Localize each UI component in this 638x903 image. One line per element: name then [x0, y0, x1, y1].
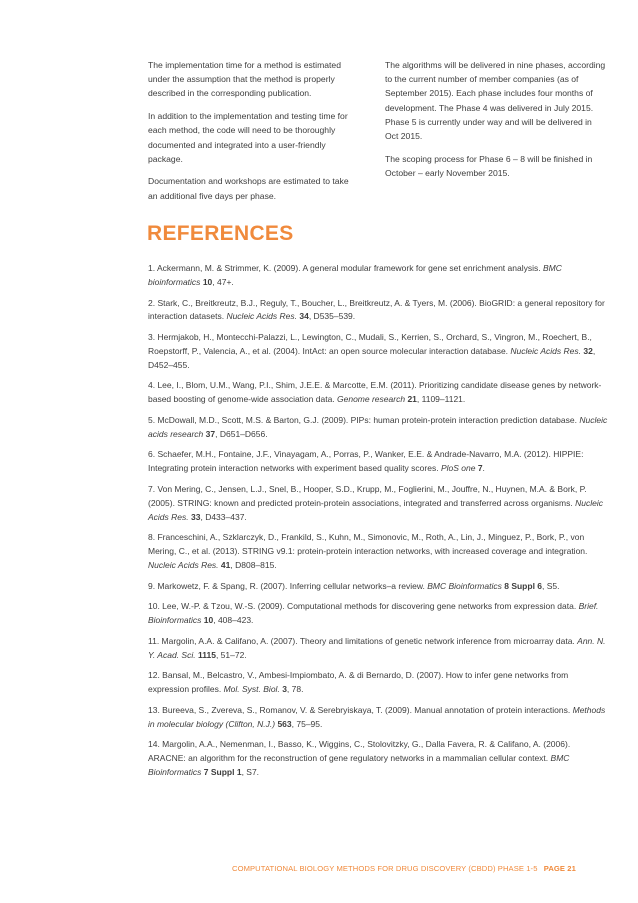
intro-right-column: [385, 58, 607, 189]
reference-journal: BMC bioinformatics: [148, 263, 562, 287]
reference-text: 6. Schaefer, M.H., Fontaine, J.F., Vinayagam, A., Porras, P., Wanker, E.E. & Andrade-Navarro, M.A. (2012). HIPPIE: Integrating protein interaction networks with experiment based quality scores.: [148, 449, 584, 474]
reference-journal: Ann. N. Y. Acad. Sci.: [148, 635, 606, 660]
reference-pages: , 47+.: [212, 276, 234, 287]
page-footer: [232, 864, 612, 873]
reference-item: [148, 580, 608, 594]
reference-text: 5. McDowall, M.D., Scott, M.S. & Barton, G.J. (2009). PIPs: human protein-protein interaction prediction database.: [148, 414, 580, 425]
reference-pages: , S7.: [241, 767, 260, 778]
reference-volume: 32: [583, 345, 593, 356]
reference-pages: , D535–539.: [308, 311, 356, 322]
reference-journal: PloS one: [440, 463, 476, 474]
reference-item: [148, 414, 608, 442]
reference-journal: Nucleic Acids Res.: [510, 345, 581, 356]
reference-journal: Nucleic Acids Res.: [148, 497, 603, 522]
reference-pages: , S5.: [542, 580, 560, 591]
reference-volume: 8 Suppl 6: [504, 580, 543, 591]
page-number: PAGE 21: [543, 864, 576, 873]
reference-text: 2. Stark, C., Breitkreutz, B.J., Reguly, T., Boucher, L., Breitkreutz, A. & Tyers, M. (2006). BioGRID: a general repository for interaction datasets.: [148, 297, 605, 322]
reference-text: 7. Von Mering, C., Jensen, L.J., Snel, B., Hooper, S.D., Krupp, M., Foglierini, M., Jouffre, N., Huynen, M.A. & Bork, P. (2005). STRING: known and predicted protein-protein associations, integrated and transferred across organisms.: [148, 483, 587, 508]
reference-text: 3. Hermjakob, H., Montecchi-Palazzi, L., Lewington, C., Mudali, S., Kerrien, S., Orchard, S., Vingron, M., Roechert, B., Roepstorff, P., Valencia, A., et al. (2004). IntAct: an open source molecular interaction database.: [148, 332, 592, 356]
reference-text: 4. Lee, I., Blom, U.M., Wang, P.I., Shim, J.E.E. & Marcotte, E.M. (2011). Prioritizing candidate disease genes by network-based boosting of genome-wide association data.: [148, 380, 602, 405]
references-heading: REFERENCES: [147, 222, 294, 245]
reference-volume: 3: [282, 684, 287, 695]
footer-title: COMPUTATIONAL BIOLOGY METHODS FOR DRUG DISCOVERY (CBDD) PHASE 1-5: [232, 864, 538, 873]
reference-journal: BMC Bioinformatics: [427, 580, 502, 591]
reference-volume: 563: [277, 718, 292, 729]
reference-item: [148, 600, 608, 628]
reference-pages: , 1109–1121.: [416, 394, 466, 405]
reference-item: [148, 669, 608, 697]
reference-text: 12. Bansal, M., Belcastro, V., Ambesi-Impiombato, A. & di Bernardo, D. (2007). How to infer gene networks from expression profiles.: [148, 670, 569, 695]
reference-pages: , 78.: [286, 684, 304, 695]
reference-pages: , D452–455.: [148, 345, 596, 370]
reference-item: [148, 738, 608, 780]
reference-volume: 10: [203, 615, 214, 626]
reference-volume: 10: [202, 276, 213, 287]
intro-paragraph: The algorithms will be delivered in nine phases, according to the current number of member companies (as of September 2015). Each phase includes four months of development. The Phase 4 was delivered in July 2015. Phase 5 is currently under way and will be delivered in Oct 2015.: [385, 60, 606, 142]
reference-item: [148, 531, 608, 573]
reference-volume: 37: [205, 428, 216, 439]
reference-journal: Nucleic Acids Res.: [148, 560, 219, 571]
reference-item: [148, 262, 608, 290]
reference-item: [148, 483, 608, 525]
reference-item: [148, 297, 608, 325]
reference-pages: , D433–437.: [200, 511, 247, 522]
reference-pages: , 75–95.: [291, 718, 323, 729]
reference-text: 1. Ackermann, M. & Strimmer, K. (2009). A general modular framework for gene set enrichment analysis.: [148, 263, 543, 273]
reference-item: [148, 704, 608, 732]
reference-journal: Genome research: [337, 394, 406, 405]
reference-text: 9. Markowetz, F. & Spang, R. (2007). Inferring cellular networks–a review.: [148, 580, 428, 591]
reference-volume: 33: [191, 511, 201, 522]
intro-paragraph: The scoping process for Phase 6 – 8 will be finished in October – early November 2015.: [385, 153, 593, 178]
intro-paragraph: The implementation time for a method is estimated under the assumption that the method is properly described in the corresponding publication.: [148, 60, 341, 99]
reference-pages: , D651–D656.: [215, 428, 268, 439]
reference-item: [148, 331, 608, 373]
reference-item: [148, 635, 608, 663]
intro-paragraph: Documentation and workshops are estimated to take an additional five days per phase.: [148, 176, 349, 201]
reference-text: 10. Lee, W.-P. & Tzou, W.-S. (2009). Computational methods for discovering gene networks from expression data.: [148, 601, 579, 612]
reference-journal: Nucleic acids research: [148, 414, 608, 439]
reference-journal: Brief. Bioinformatics: [148, 601, 599, 626]
reference-journal: Nucleic Acids Res.: [226, 311, 297, 322]
reference-pages: , D808–815.: [230, 560, 277, 571]
reference-volume: 34: [299, 311, 309, 322]
reference-journal: BMC Bioinformatics: [148, 753, 570, 778]
references-list: [148, 262, 608, 787]
reference-item: [148, 448, 608, 476]
reference-journal: Mol. Syst. Biol.: [223, 684, 280, 695]
reference-pages: , 51–72.: [215, 649, 247, 660]
reference-volume: 1115: [197, 649, 216, 660]
intro-left-column: [148, 58, 360, 211]
reference-volume: 7: [477, 463, 483, 474]
reference-item: [148, 379, 608, 407]
intro-paragraph: In addition to the implementation and testing time for each method, the code will need to be thoroughly documented and integrated into a user-friendly package.: [148, 111, 348, 164]
reference-volume: 21: [407, 394, 417, 405]
reference-volume: 7 Suppl 1: [203, 767, 242, 778]
reference-text: 13. Bureeva, S., Zvereva, S., Romanov, V. & Serebryiskaya, T. (2009). Manual annotation of protein interactions.: [148, 704, 573, 715]
reference-text: 11. Margolin, A.A. & Califano, A. (2007). Theory and limitations of genetic network inference from microarray data.: [148, 635, 578, 646]
reference-pages: , 408–423.: [213, 615, 254, 626]
reference-journal: Methods in molecular biology (Clifton, N.J.): [148, 704, 606, 729]
reference-text: 14. Margolin, A.A., Nemenman, I., Basso, K., Wiggins, C., Stolovitzky, G., Dalla Favera, R. & Califano, A. (2006). ARACNE: an algorithm for the reconstruction of gene regulatory networks in a mammalian cellular context.: [148, 739, 571, 764]
reference-text: 8. Franceschini, A., Szklarczyk, D., Frankild, S., Kuhn, M., Simonovic, M., Roth, A., Lin, J., Minguez, P., Bork, P., von Mering, C., et al. (2013). STRING v9.1: protein-protein interaction networks, with increased coverage and integration.: [148, 532, 588, 557]
reference-pages: .: [482, 463, 485, 474]
reference-volume: 41: [220, 560, 231, 571]
